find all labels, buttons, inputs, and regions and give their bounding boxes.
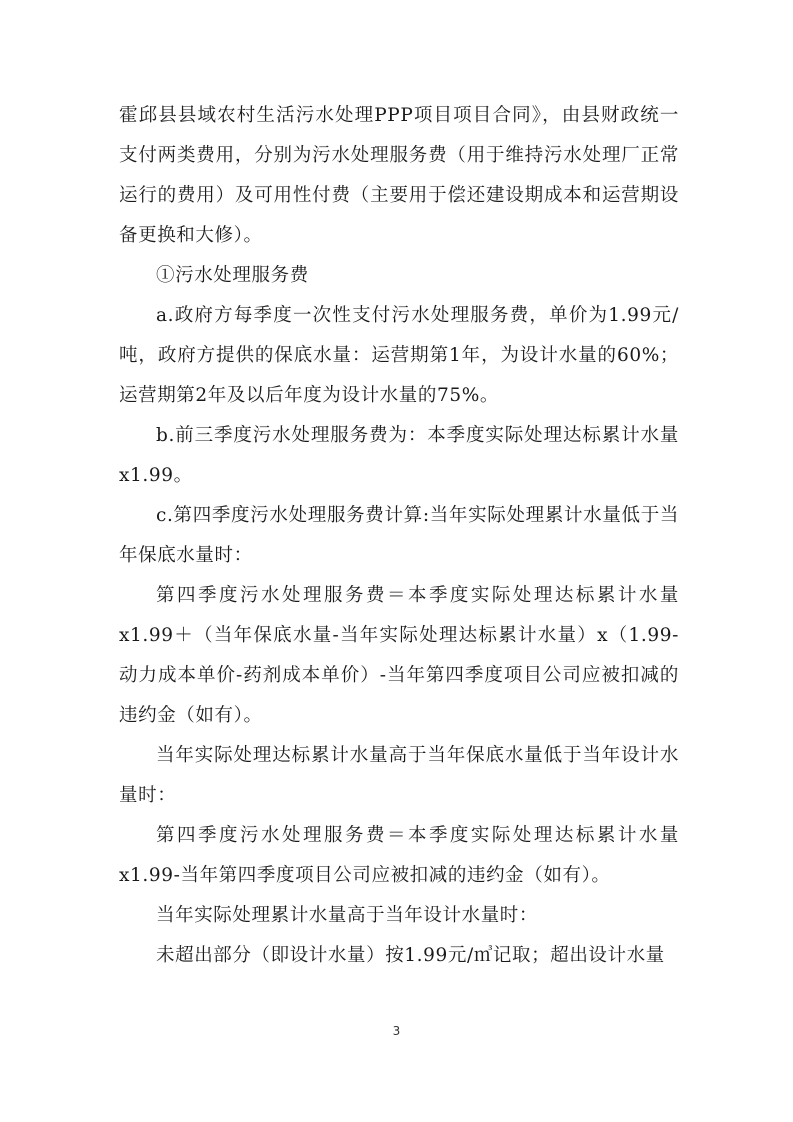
paragraph-formula-2: 第四季度污水处理服务费＝本季度实际处理达标累计水量x1.99-当年第四季度项目公司应被扣减的违约金（如有）。 (119, 825, 679, 886)
paragraph-formula-3: 未超出部分（即设计水量）按1.99元/㎥记取；超出设计水量 (156, 945, 665, 966)
paragraph-item-c: c.第四季度污水处理服务费计算:当年实际处理累计水量低于当年保底水量时： (119, 505, 679, 566)
document-body (119, 96, 679, 976)
page-number: 3 (392, 1024, 401, 1038)
paragraph-item-b: b.前三季度污水处理服务费为：本季度实际处理达标累计水量x1.99。 (119, 425, 679, 486)
paragraph-formula-1: 第四季度污水处理服务费＝本季度实际处理达标累计水量x1.99＋（当年保底水量-当年实际处理达标累计水量）x（1.99-动力成本单价-药剂成本单价）-当年第四季度项目公司应被扣减的违约金（如有）。 (119, 585, 679, 726)
paragraph-item-a: a.政府方每季度一次性支付污水处理服务费，单价为1.99元/吨，政府方提供的保底水量：运营期第1年，为设计水量的60%；运营期第2年及以后年度为设计水量的75%。 (119, 305, 679, 406)
paragraph-contract-intro: 霍邱县县域农村生活污水处理PPP项目项目合同》，由县财政统一支付两类费用，分别为污水处理服务费（用于维持污水处理厂正常运行的费用）及可用性付费（主要用于偿还建设期成本和运营期设备更换和大修）。 (119, 105, 679, 246)
paragraph-condition-3: 当年实际处理累计水量高于当年设计水量时： (156, 905, 539, 926)
paragraph-heading-sewage-fee: ①污水处理服务费 (156, 265, 309, 286)
paragraph-condition-2: 当年实际处理达标累计水量高于当年保底水量低于当年设计水量时： (119, 745, 679, 806)
